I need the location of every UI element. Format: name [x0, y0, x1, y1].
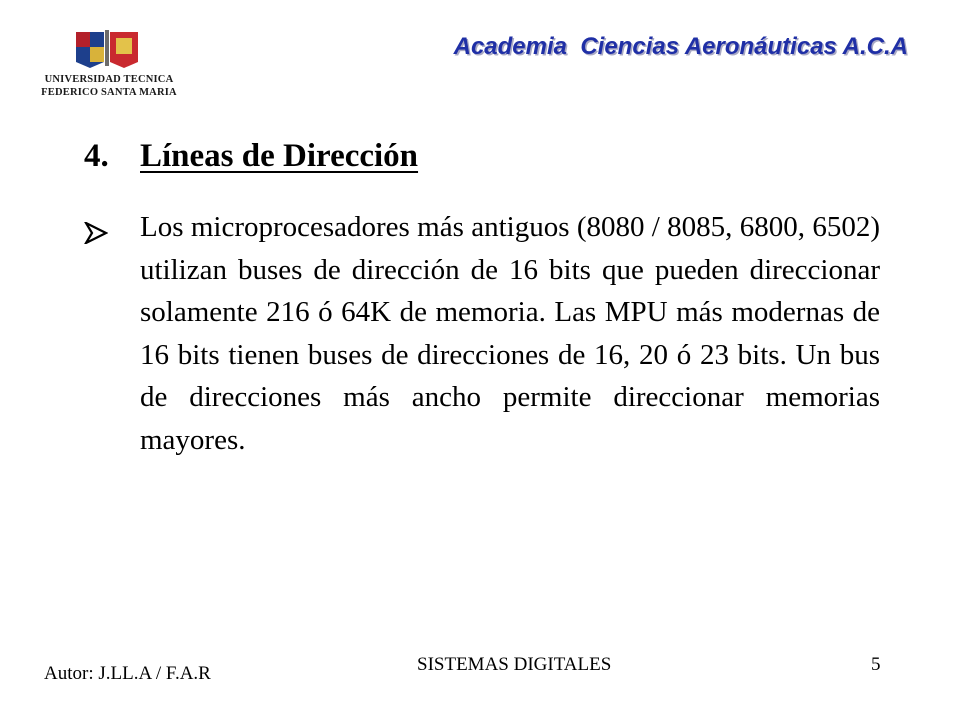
- page-number: 5: [871, 654, 881, 675]
- section-number: 4.: [84, 138, 109, 174]
- arrow-bullet-icon: [84, 222, 108, 244]
- section-title: Líneas de Dirección: [140, 138, 419, 174]
- logo-line-2: FEDERICO SANTA MARIA: [41, 87, 177, 98]
- university-crest-icon: [72, 26, 142, 70]
- bullet-text: Los microprocesadores más antiguos (8080 / 8085, 6800, 6502) utilizan buses de dirección de 16 bits que pueden direccionar solamente 216 ó 64K de memoria. Las MPU más modernas de 16 bits tienen buses de direcciones de 16, 20 ó 23 bits. Un bus de direcciones más ancho permite direccionar memorias mayores.: [140, 211, 880, 456]
- section-heading: [84, 138, 418, 175]
- header-title: Academia Ciencias Aeronáuticas A.C.A: [453, 33, 908, 60]
- footer-author: Autor: J.LL.A / F.A.R: [44, 663, 211, 684]
- footer-course: SISTEMAS DIGITALES: [417, 654, 612, 675]
- logo-line-1: UNIVERSIDAD TECNICA: [44, 74, 174, 85]
